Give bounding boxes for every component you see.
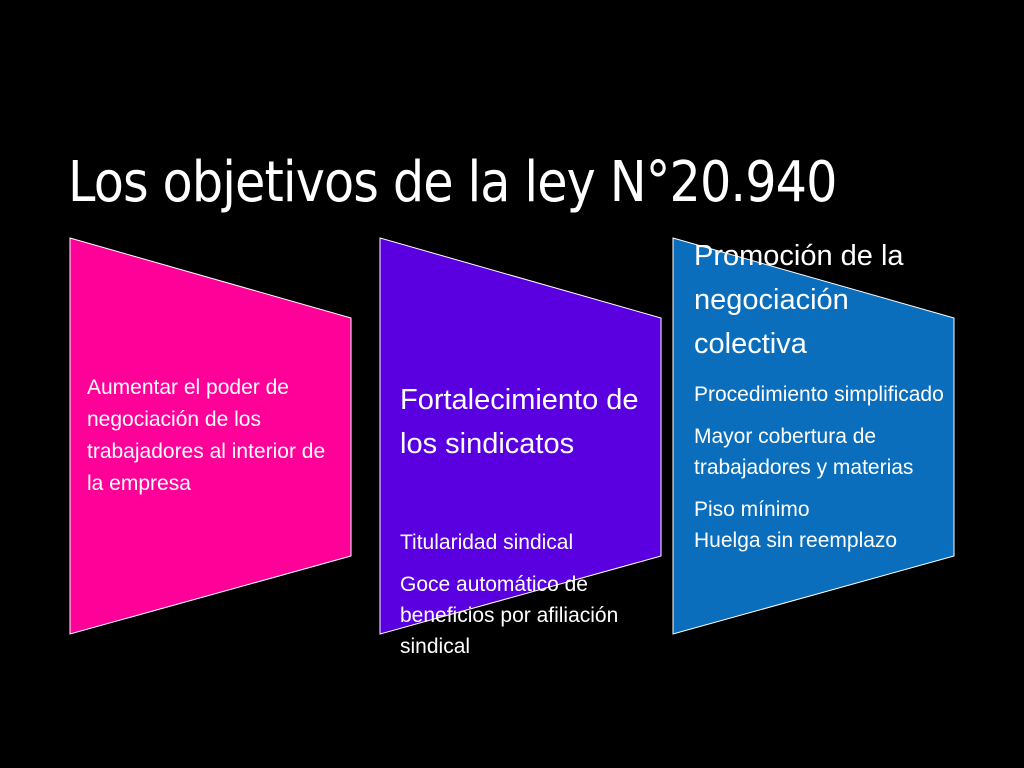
list-item: Mayor cobertura de trabajadores y materias (694, 425, 914, 479)
column-2-heading: Fortalecimiento de los sindicatos (400, 384, 639, 460)
column-3-list (694, 379, 944, 556)
list-item: Procedimiento simplificado (694, 383, 944, 406)
column-3-heading: Promoción de la negociación colectiva (694, 240, 904, 360)
column-1-text: Aumentar el poder de negociación de los trabajadores al interior de la empresa (87, 376, 326, 495)
column-2-list (400, 527, 650, 662)
list-item: Goce automático de beneficios por afiliación sindical (400, 573, 619, 658)
slide-title: Los objetivos de la ley N°20.940 (68, 150, 837, 215)
list-item: Piso mínimo (694, 498, 810, 521)
list-item: Huelga sin reemplazo (694, 529, 898, 552)
list-item: Titularidad sindical (400, 531, 574, 554)
